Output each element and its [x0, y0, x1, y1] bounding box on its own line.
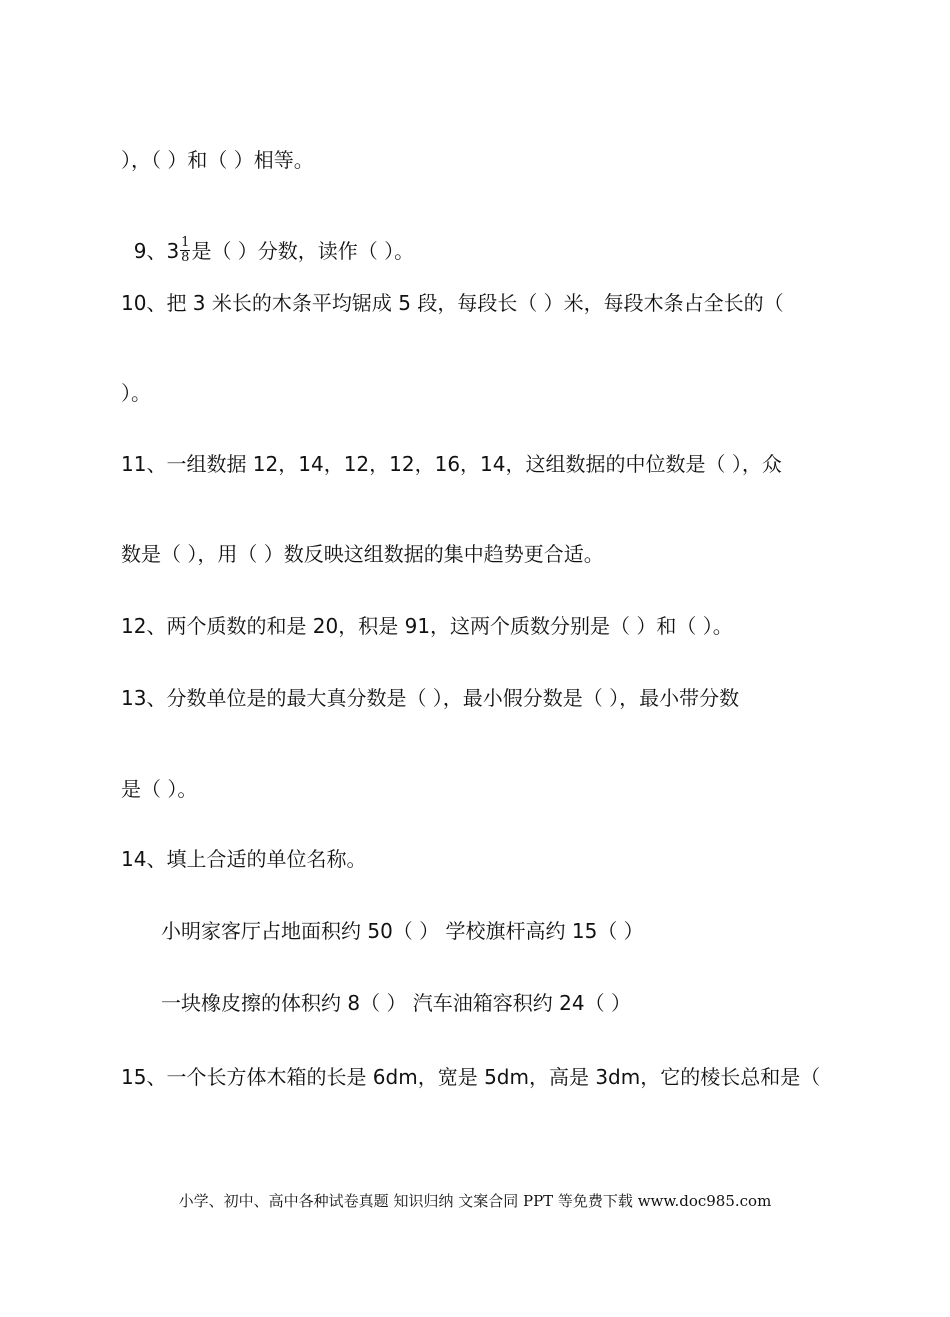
question-10-line-1: 10、把 3 米长的木条平均锯成 5 段，每段长（ ）米，每段木条占全长的（ [121, 291, 784, 315]
question-13-line-2: 是（ ）。 [121, 777, 198, 801]
fraction-denominator: 8 [181, 250, 190, 265]
mixed-fraction [180, 236, 190, 265]
question-14-item-row-1: 小明家客厅占地面积约 50（ ） 学校旗杆高约 15（ ） [161, 919, 644, 943]
question-11-line-1: 11、一组数据 12，14，12，12，16，14，这组数据的中位数是（ ），众 [121, 452, 782, 476]
question-12: 12、两个质数的和是 20，积是 91，这两个质数分别是（ ）和（ ）。 [121, 614, 733, 638]
question-14-item-row-2: 一块橡皮擦的体积约 8（ ） 汽车油箱容积约 24（ ） [161, 991, 631, 1015]
question-9 [121, 212, 414, 267]
fraction-numerator: 1 [181, 235, 190, 250]
question-11-line-2: 数是（ ），用（ ）数反映这组数据的集中趋势更合适。 [121, 542, 604, 566]
question-9-text: 是（ ）分数，读作（ ）。 [191, 239, 415, 263]
question-14: 14、填上合适的单位名称。 [121, 847, 367, 871]
text-line-continuation: ），（ ）和（ ）相等。 [121, 148, 314, 172]
question-13-line-1: 13、分数单位是的最大真分数是（ ），最小假分数是（ ），最小带分数 [121, 686, 740, 710]
question-10-line-2: ）。 [121, 381, 151, 405]
page-footer: 小学、初中、高中各种试卷真题 知识归纳 文案合同 PPT 等免费下载 www.doc985.com [178, 1192, 772, 1210]
question-15: 15、一个长方体木箱的长是 6dm，宽是 5dm，高是 3dm，它的棱长总和是（ [121, 1065, 821, 1089]
question-9-prefix: 9、3 [133, 239, 180, 263]
